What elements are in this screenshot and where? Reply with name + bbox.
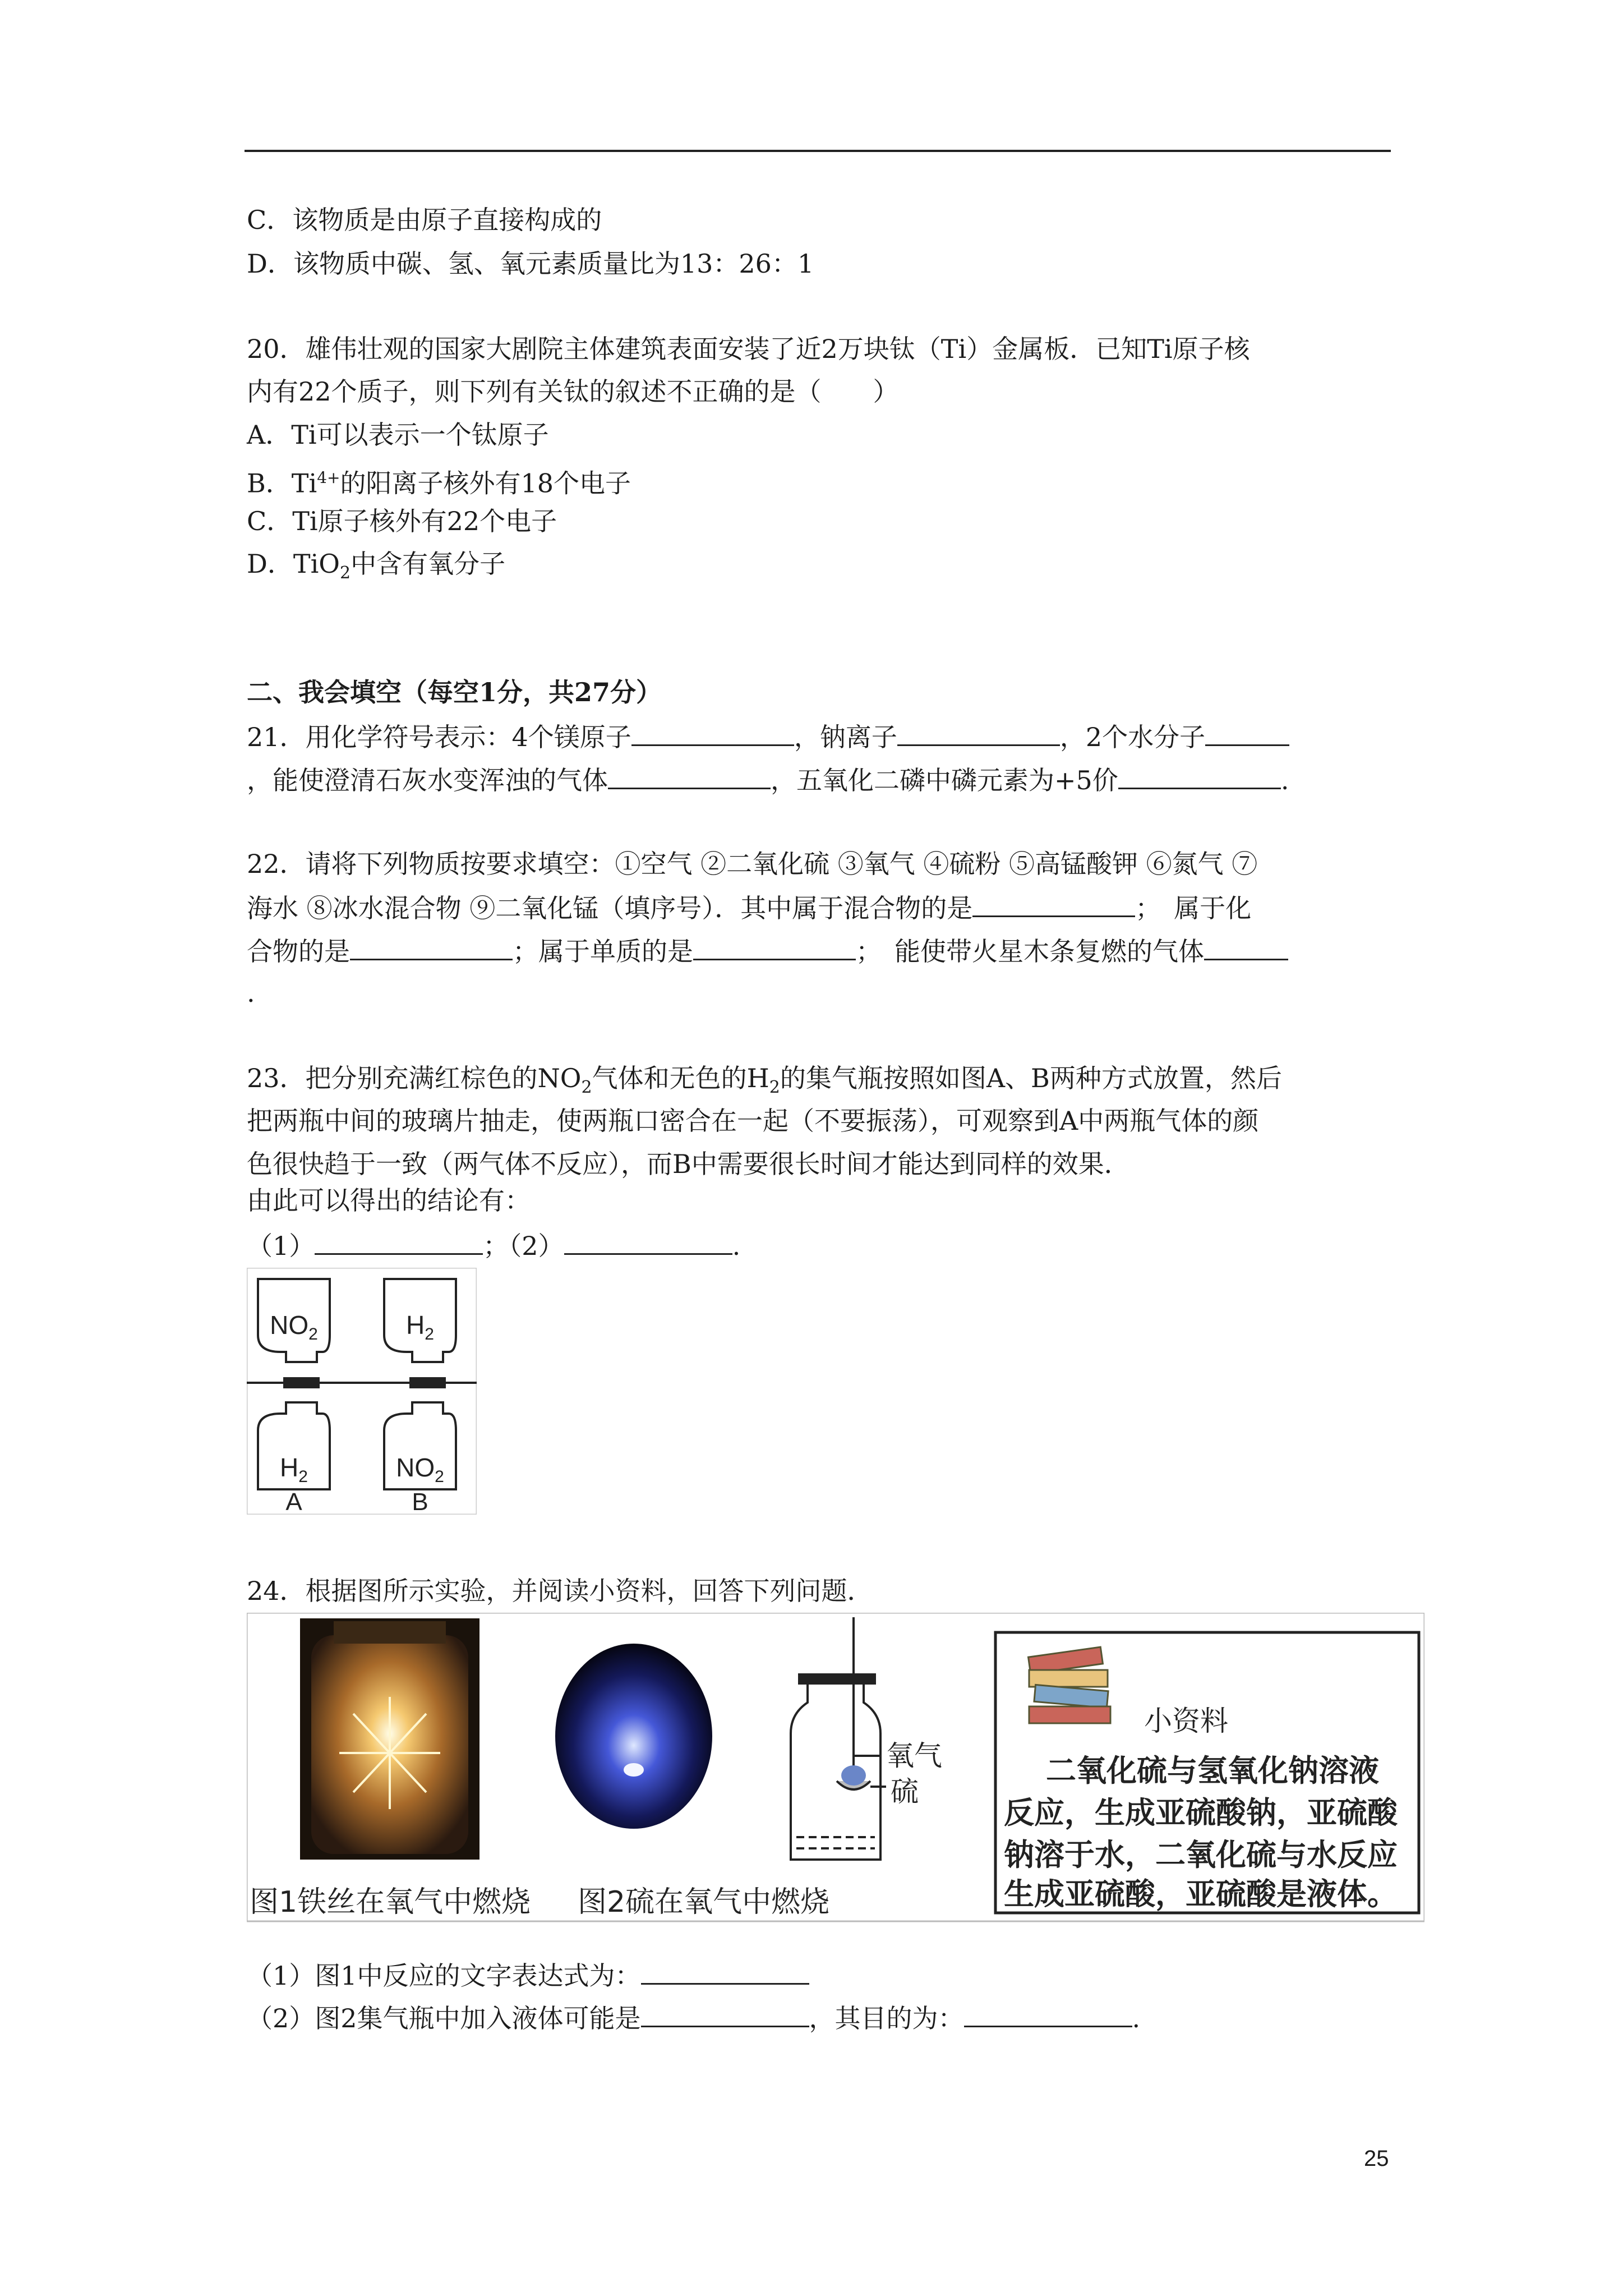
note-line-4: 生成亚硫酸，亚硫酸是液体。 xyxy=(1004,1876,1398,1912)
caption-figure-2: 图2硫在氧气中燃烧 xyxy=(578,1885,830,1919)
q20-option-c: C．Ti原子核外有22个电子 xyxy=(247,506,557,536)
q23-line1: 23．把分别充满红棕色的$NO_2$气体和无色的$H_2$的集气瓶按照如图A、B两种方式放置，然后 xyxy=(247,1063,1282,1098)
figure-label-b: B xyxy=(412,1488,428,1515)
answer-blank[interactable] xyxy=(641,1958,809,1985)
jar-a-bottom-label: $H_2$ xyxy=(280,1453,308,1486)
answer-blank[interactable] xyxy=(608,763,771,789)
answer-blank[interactable] xyxy=(897,720,1060,746)
q20-option-d: D．TiO$_2$中含有氧分子 xyxy=(247,549,506,583)
jar-a-top-label: $NO_2$ xyxy=(270,1310,318,1343)
q21-line2: ，能使澄清石灰水变浑浊的气体 ，五氧化二磷中磷元素为+5价 . xyxy=(247,763,1289,796)
header-rule xyxy=(245,150,1391,152)
iron-burning-photo xyxy=(300,1618,479,1860)
q22-line2: 海水 ⑧冰水混合物 ⑨二氧化锰（填序号）．其中属于混合物的是 ； 属于化 xyxy=(247,891,1251,924)
jar-b-top-label: $H_2$ xyxy=(406,1310,434,1343)
answer-blank[interactable] xyxy=(631,720,794,746)
q23-line4: 由此可以得出的结论有： xyxy=(247,1185,531,1216)
q24-line: 24．根据图所示实验，并阅读小资料，回答下列问题． xyxy=(247,1576,873,1606)
page-number: 25 xyxy=(1364,2146,1389,2171)
caption-figure-1: 图1铁丝在氧气中燃烧 xyxy=(250,1885,531,1919)
q24-part1: （1）图1中反应的文字表达式为： xyxy=(247,1958,809,1991)
answer-blank[interactable] xyxy=(1205,720,1289,746)
q21-line1: 21．用化学符号表示：4个镁原子 ，钠离子 ，2个水分子 xyxy=(247,720,1289,753)
sulfur-flame xyxy=(841,1765,866,1786)
sulfur-burning-photo xyxy=(555,1644,712,1829)
q20-option-b: B．$Ti^{4+}$的阳离子核外有18个电子 xyxy=(247,468,631,499)
q24-part2: （2）图2集气瓶中加入液体可能是 ，其目的为： . xyxy=(247,2001,1140,2034)
q20-option-a: A．Ti可以表示一个钛原子 xyxy=(247,420,549,450)
answer-blank[interactable] xyxy=(641,2001,809,2027)
answer-blank[interactable] xyxy=(564,1228,732,1255)
q20-line2: 内有22个质子，则下列有关钛的叙述不正确的是（ ） xyxy=(247,376,899,407)
option-d-q19: D．该物质中碳、氢、氧元素质量比为13：26：1 xyxy=(247,249,814,279)
answer-blank[interactable] xyxy=(1204,934,1288,960)
combustion-figure xyxy=(247,1613,1424,1927)
q22-line1: 22．请将下列物质按要求填空：①空气 ②二氧化硫 ③氧气 ④硫粉 ⑤高锰酸钾 ⑥氮气 ⑦ xyxy=(247,849,1258,879)
answer-blank[interactable] xyxy=(315,1228,483,1255)
q22-line4: . xyxy=(247,978,255,1008)
q23-line3: 色很快趋于一致（两气体不反应），而B中需要很长时间才能达到同样的效果． xyxy=(247,1149,1130,1179)
note-title: 小资料 xyxy=(1144,1705,1228,1737)
answer-blank[interactable] xyxy=(350,934,513,960)
q22-line3: 合物的是 ；属于单质的是 ； 能使带火星木条复燃的气体 xyxy=(247,934,1288,967)
oxygen-label: 氧气 xyxy=(886,1740,942,1772)
jar-b-bottom-label: $NO_2$ xyxy=(396,1453,444,1486)
q23-line2: 把两瓶中间的玻璃片抽走，使两瓶口密合在一起（不要振荡），可观察到A中两瓶气体的颜 xyxy=(247,1106,1259,1136)
section-2-title: 二、我会填空（每空1分，共27分） xyxy=(247,677,662,707)
sulfur-label: 硫 xyxy=(891,1775,919,1808)
gas-jars-figure xyxy=(247,1268,477,1515)
option-c-q19: C．该物质是由原子直接构成的 xyxy=(247,205,602,235)
answer-blank[interactable] xyxy=(964,2001,1132,2027)
answer-blank[interactable] xyxy=(972,891,1135,917)
figure-label-a: A xyxy=(285,1488,302,1515)
note-line-2: 反应，生成亚硫酸钠，亚硫酸 xyxy=(1004,1795,1398,1830)
note-line-1: 二氧化硫与氢氧化钠溶液 xyxy=(1046,1753,1379,1788)
answer-blank[interactable] xyxy=(1118,763,1281,789)
books-icon xyxy=(1029,1647,1110,1723)
q23-line5: （1） ；（2） . xyxy=(247,1228,740,1262)
note-line-3: 钠溶于水，二氧化硫与水反应 xyxy=(1004,1837,1398,1872)
answer-blank[interactable] xyxy=(693,934,856,960)
q20-line1: 20．雄伟壮观的国家大剧院主体建筑表面安装了近2万块钛（Ti）金属板．已知Ti原子核 xyxy=(247,334,1250,364)
